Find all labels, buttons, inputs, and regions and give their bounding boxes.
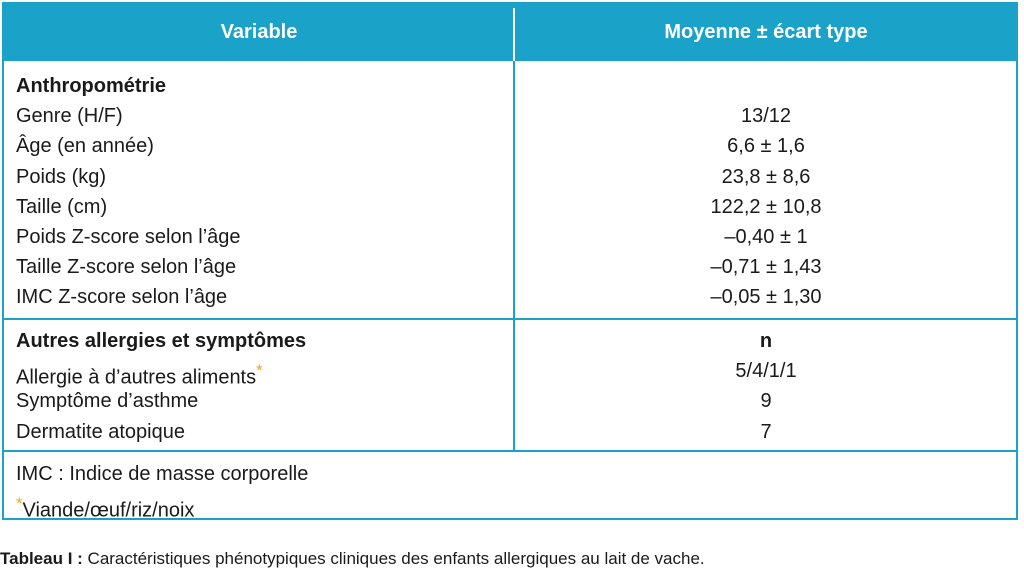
- row-value: 122,2 ± 10,8: [710, 195, 822, 218]
- allergies-section: [4, 326, 1016, 447]
- row-label: Poids (kg): [16, 165, 107, 188]
- caption-text: Caractéristiques phénotypiques cliniques des enfants allergiques au lait de vache.: [82, 549, 705, 568]
- header-variable: Variable: [220, 21, 298, 43]
- section-title: Autres allergies et symptômes: [16, 330, 307, 352]
- row-value: 7: [760, 420, 772, 443]
- row-value: 13/12: [740, 105, 792, 128]
- table-row: [4, 131, 1016, 161]
- table-row: [4, 282, 1016, 312]
- data-table: [2, 2, 1018, 520]
- section-title: Anthropométrie: [16, 75, 166, 97]
- row-label: Taille Z-score selon l’âge: [16, 256, 237, 279]
- section-title-row: [4, 326, 1016, 356]
- row-value: 6,6 ± 1,6: [727, 135, 805, 158]
- row-label: Symptôme d’asthme: [16, 390, 199, 413]
- row-label: IMC Z-score selon l’âge: [16, 286, 228, 309]
- header-mean-sd: Moyenne ± écart type: [664, 21, 868, 43]
- table-notes: [16, 459, 308, 526]
- table-row: [4, 386, 1016, 416]
- footnote-marker: *: [256, 361, 263, 381]
- row-value: 5/4/1/1: [735, 360, 797, 383]
- table-row: [4, 222, 1016, 252]
- row-label: Genre (H/F): [16, 105, 123, 128]
- row-value: –0,71 ± 1,43: [710, 256, 822, 279]
- table-row: [4, 162, 1016, 192]
- header-separator: [513, 8, 515, 61]
- table-row: [4, 252, 1016, 282]
- note-imc: IMC : Indice de masse corporelle: [16, 463, 309, 485]
- table-caption: [0, 549, 705, 569]
- table-row: [4, 356, 1016, 389]
- row-label: Allergie à d’autres aliments*: [16, 361, 263, 389]
- row-label: Poids Z-score selon l’âge: [16, 225, 241, 248]
- notes-divider: [4, 450, 1016, 452]
- table-row: [4, 101, 1016, 131]
- section-title-value: n: [759, 330, 773, 352]
- row-value: 23,8 ± 8,6: [721, 165, 811, 188]
- row-value: 9: [760, 390, 772, 413]
- row-label: Taille (cm): [16, 195, 108, 218]
- caption-label: Tableau I :: [0, 549, 83, 568]
- section-divider: [4, 318, 1016, 320]
- row-label: Dermatite atopique: [16, 420, 185, 443]
- table-row: [4, 417, 1016, 447]
- table-row: [4, 192, 1016, 222]
- row-label: Âge (en année): [16, 135, 154, 158]
- anthropometry-section: [4, 71, 1016, 313]
- footnote-marker: *: [16, 494, 23, 513]
- row-value: –0,05 ± 1,30: [710, 286, 822, 309]
- note-foods: *Viande/œuf/riz/noix: [16, 494, 195, 522]
- section-title-row: [4, 71, 1016, 101]
- table-header: [4, 4, 1016, 61]
- row-value: –0,40 ± 1: [724, 225, 808, 248]
